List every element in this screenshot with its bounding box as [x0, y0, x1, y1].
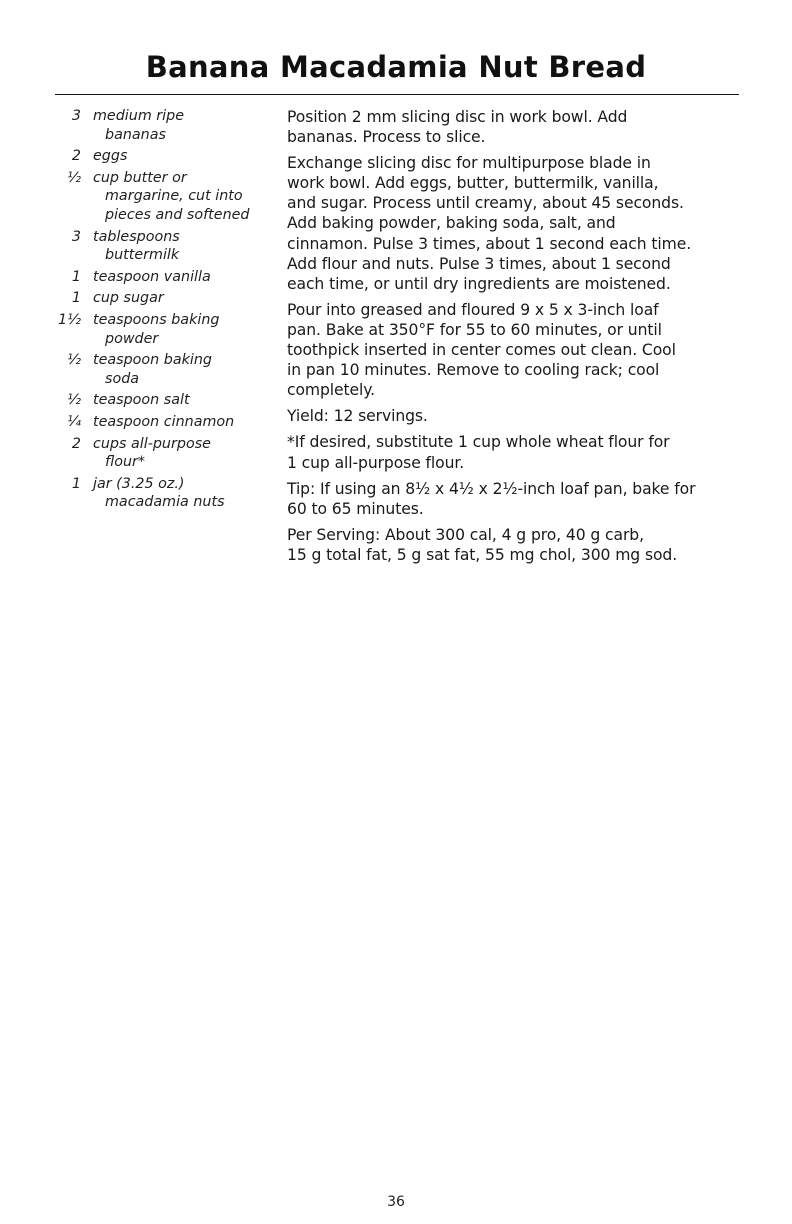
title-divider — [55, 94, 739, 95]
instruction-paragraph — [287, 525, 742, 565]
instruction-line: Tip: If using an 8½ x 4½ x 2½-inch loaf pan, bake for — [287, 479, 696, 498]
ingredient-line: margarine, cut into — [105, 188, 243, 205]
recipe-title: Banana Macadamia Nut Bread — [145, 50, 647, 84]
ingredient-item — [55, 435, 270, 472]
ingredient-line: powder — [105, 330, 159, 347]
ingredient-line: soda — [105, 370, 140, 387]
instructions-column — [287, 107, 742, 571]
ingredient-description — [93, 435, 270, 472]
instruction-line: 60 to 65 minutes. — [287, 499, 424, 518]
ingredient-line: teaspoon vanilla — [93, 268, 211, 285]
instruction-line: Position 2 mm slicing disc in work bowl. Add — [287, 108, 628, 126]
ingredient-line: teaspoon cinnamon — [93, 413, 235, 430]
ingredient-line: flour* — [105, 454, 146, 471]
instruction-line: 1 cup all-purpose flour. — [287, 453, 465, 472]
ingredient-line: eggs — [93, 148, 128, 165]
ingredient-line: bananas — [105, 126, 166, 143]
instruction-paragraph — [287, 153, 742, 294]
ingredient-description — [93, 311, 270, 348]
ingredient-description — [93, 413, 270, 432]
ingredient-item — [55, 107, 270, 144]
instruction-line: Add flour and nuts. Pulse 3 times, about 1 second — [287, 254, 671, 273]
ingredient-item — [55, 391, 270, 410]
ingredient-item — [55, 228, 270, 265]
ingredient-quantity: 3 — [71, 108, 81, 124]
ingredient-line: macadamia nuts — [105, 494, 225, 511]
ingredient-line: teaspoon salt — [93, 392, 190, 409]
ingredient-description — [93, 475, 270, 512]
instruction-line: cinnamon. Pulse 3 times, about 1 second each time. — [287, 234, 692, 253]
ingredient-quantity: 1 — [71, 290, 81, 307]
ingredient-list — [55, 107, 270, 515]
ingredient-description — [93, 228, 270, 265]
ingredient-line: teaspoons baking — [93, 311, 220, 328]
ingredient-line: pieces and softened — [105, 206, 250, 223]
ingredient-description — [93, 169, 270, 225]
instruction-line: and sugar. Process until creamy, about 45 seconds. — [287, 194, 684, 213]
instruction-line: 15 g total fat, 5 g sat fat, 55 mg chol, 300 mg sod. — [287, 545, 678, 564]
ingredient-line: tablespoons — [93, 228, 180, 245]
ingredient-line: cups all-purpose — [93, 435, 211, 452]
ingredient-quantity: 2 — [71, 148, 81, 165]
ingredient-item — [55, 311, 270, 348]
ingredient-line: cup sugar — [93, 290, 164, 307]
ingredient-item — [55, 169, 270, 225]
ingredient-item — [55, 147, 270, 166]
instruction-line: pan. Bake at 350°F for 55 to 60 minutes, or until — [287, 320, 662, 339]
instruction-line: *If desired, substitute 1 cup whole wheat flour for — [287, 433, 670, 452]
ingredient-quantity: 1½ — [58, 311, 81, 328]
ingredient-line: buttermilk — [105, 247, 180, 264]
ingredient-description — [93, 268, 270, 287]
ingredient-quantity: ½ — [67, 392, 81, 409]
ingredient-item — [55, 268, 270, 287]
instruction-line: Pour into greased and floured 9 x 5 x 3-inch loaf — [287, 300, 659, 319]
instruction-line: bananas. Process to slice. — [287, 128, 486, 147]
ingredient-description — [93, 289, 270, 308]
ingredient-item — [55, 475, 270, 512]
ingredient-quantity: 1 — [71, 268, 81, 285]
instruction-line: toothpick inserted in center comes out clean. Cool — [287, 341, 676, 360]
ingredient-description — [93, 351, 270, 388]
instruction-line: completely. — [287, 381, 376, 400]
instruction-line: Exchange slicing disc for multipurpose blade in — [287, 154, 651, 173]
instruction-paragraph — [287, 300, 742, 400]
instruction-line: Per Serving: About 300 cal, 4 g pro, 40 g carb, — [287, 525, 644, 544]
instruction-line: in pan 10 minutes. Remove to cooling rack; cool — [287, 361, 660, 380]
page-number: 36 — [387, 1194, 405, 1210]
ingredient-description — [93, 147, 270, 166]
instruction-paragraph — [287, 107, 742, 147]
ingredient-item — [55, 289, 270, 308]
ingredient-description — [93, 107, 270, 144]
ingredient-description — [93, 391, 270, 410]
ingredient-line: teaspoon baking — [93, 352, 213, 369]
ingredient-line: jar (3.25 oz.) — [93, 475, 185, 492]
ingredient-item — [55, 351, 270, 388]
instruction-paragraph — [287, 479, 742, 519]
ingredient-item — [55, 413, 270, 432]
instruction-line: work bowl. Add eggs, butter, buttermilk, vanilla, — [287, 174, 659, 193]
instruction-line: Yield: 12 servings. — [287, 407, 428, 426]
instruction-line: each time, or until dry ingredients are moistened. — [287, 274, 671, 293]
ingredient-line: medium ripe — [93, 108, 185, 124]
instruction-line: Add baking powder, baking soda, salt, and — [287, 214, 616, 233]
ingredient-line: cup butter or — [93, 169, 187, 186]
ingredient-quantity: ¼ — [67, 413, 81, 430]
ingredient-quantity: 2 — [71, 435, 81, 452]
instruction-paragraph — [287, 432, 742, 472]
ingredient-quantity: 3 — [71, 228, 81, 245]
ingredient-quantity: ½ — [67, 352, 81, 369]
ingredient-quantity: ½ — [67, 169, 81, 186]
instruction-paragraph — [287, 406, 742, 426]
ingredient-quantity: 1 — [71, 475, 81, 492]
